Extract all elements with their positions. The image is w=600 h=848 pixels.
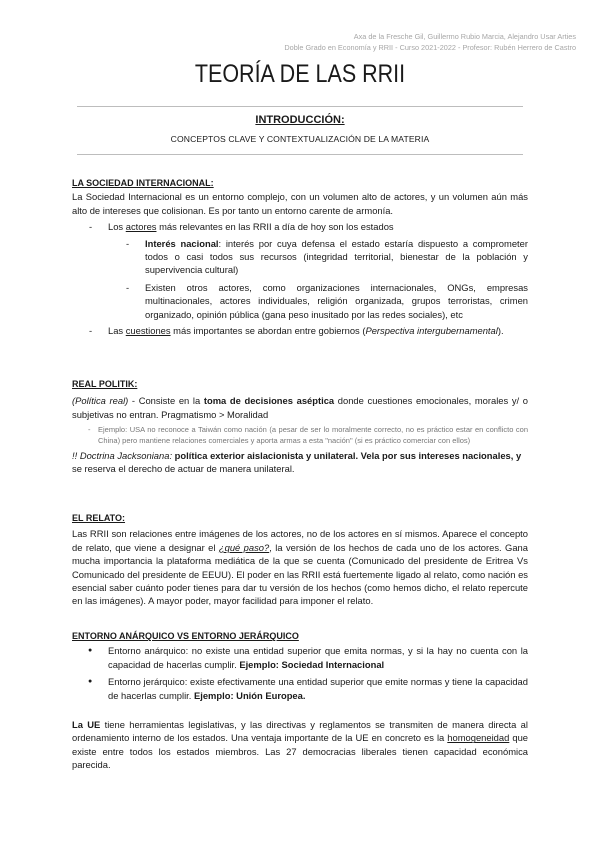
section-relato [72, 512, 528, 608]
section-sociedad [72, 177, 528, 337]
document-title: TEORÍA DE LAS RRII [194, 60, 406, 88]
list-item-actores: - Los actores más relevantes en las RRII a día de hoy son los estados [72, 220, 528, 233]
ue-paragraph: La UE tiene herramientas legislativas, y las directivas y reglamentos se transmiten de manera directa al ordenamiento interno de los estados. Una ventaja importante de la UE en concreto es la homogeneidad que existe entre todos los estados miembros. Las 27 democracias liberales tienen capacidad económica parecida. [72, 719, 528, 771]
intro-title: INTRODUCCIÓN: [255, 114, 345, 126]
heading-relato: EL RELATO: [72, 513, 126, 523]
heading-entorno: ENTORNO ANÁRQUICO VS ENTORNO JERÁRQUICO [72, 631, 299, 641]
heading-realpolitik: REAL POLITIK: [72, 379, 138, 389]
sociedad-paragraph: La Sociedad Internacional es un entorno complejo, con un volumen alto de actores, y un volumen aún más alto de intereses que colisionan. Es por tanto un entorno carente de armonía. [72, 191, 528, 216]
intro-subtitle: CONCEPTOS CLAVE Y CONTEXTUALIZACIÓN DE LA MATERIA [170, 134, 430, 144]
section-entorno [72, 630, 528, 772]
list-item-otros-actores: - Existen otros actores, como organizaciones internacionales, ONGs, empresas multinacionales, actores individuales, religión organizada, grupos terroristas, crimen organizado, opinión pública (gana peso inusitado por las redes sociales), etc [72, 281, 528, 321]
list-item-anarquico: ● Entorno anárquico: no existe una entidad superior que emita normas, y si la hay no cuenta con la capacidad de hacerlas cumplir. Ejemplo: Sociedad Internacional [72, 644, 528, 671]
interes-nacional-term: Interés nacional [145, 237, 219, 249]
cuestiones-term: cuestiones [125, 325, 171, 337]
doctrina-paragraph: !! Doctrina Jacksoniana: política exterior aislacionista y unilateral. Vela por sus intereses nacionales, y se reserva el derecho de actuar de manera unilateral. [72, 449, 522, 475]
authors-line-1: Axa de la Fresche Gil, Guillermo Rubio Marcia, Alejandro Usar Arties [353, 32, 576, 41]
authors-header [156, 31, 576, 53]
realpolitik-example: - Ejemplo: USA no reconoce a Taiwán como nación (a pesar de ser lo moralmente correcto, no es práctico estar en conflicto con China) pero mantiene relaciones comerciales y aporta armas a esta "nación" (si es práctico comerciar con ellos) [72, 424, 528, 446]
list-item-interes-nacional: - Interés nacional: interés por cuya defensa el estado estaría dispuesto a comprometer todos o casi todos sus recursos (integridad territorial, bienestar de la población y supervivencia cultural) [72, 237, 528, 277]
authors-line-2: Doble Grado en Economía y RRII - Curso 2021-2022 - Profesor: Rubén Herrero de Castro [284, 43, 576, 52]
section-realpolitik [72, 378, 528, 475]
realpolitik-paragraph: (Política real) - Consiste en la toma de decisiones aséptica donde cuestiones emocionales, morales y/ o subjetivas no entran. Pragmatismo > Moralidad [72, 395, 529, 420]
divider-bottom [77, 154, 523, 155]
list-item-cuestiones: - Las cuestiones más importantes se abordan entre gobiernos (Perspectiva intergubernamental). [72, 324, 528, 337]
heading-sociedad: LA SOCIEDAD INTERNACIONAL: [72, 178, 214, 188]
actores-term: actores [125, 221, 157, 233]
relato-paragraph: Las RRII son relaciones entre imágenes de los actores, no de los actores en sí mismos. Aparece el concepto de relato, que viene a designar el ¿qué paso?, la versión de los hechos de cada uno de los actores. Gana mucha importancia la plataforma mediática de la que se cuenta (Comunicado del presidente de Eritrea Vs Comunicado del presidente de EEUU). El poder en las RRII está fuertemente ligado al relato, como nación es esencial saber cuánto poder tienes para dar tu versión de los hechos (como hemos dicho, el relato repercute en las imágenes). A mayor poder, mayor facilidad para imponer el relato. [72, 528, 528, 607]
list-item-jerarquico: ● Entorno jerárquico: existe efectivamente una entidad superior que emite normas y tiene la capacidad de hacerlas cumplir. Ejemplo: Unión Europea. [72, 675, 528, 702]
divider-top [77, 106, 523, 107]
